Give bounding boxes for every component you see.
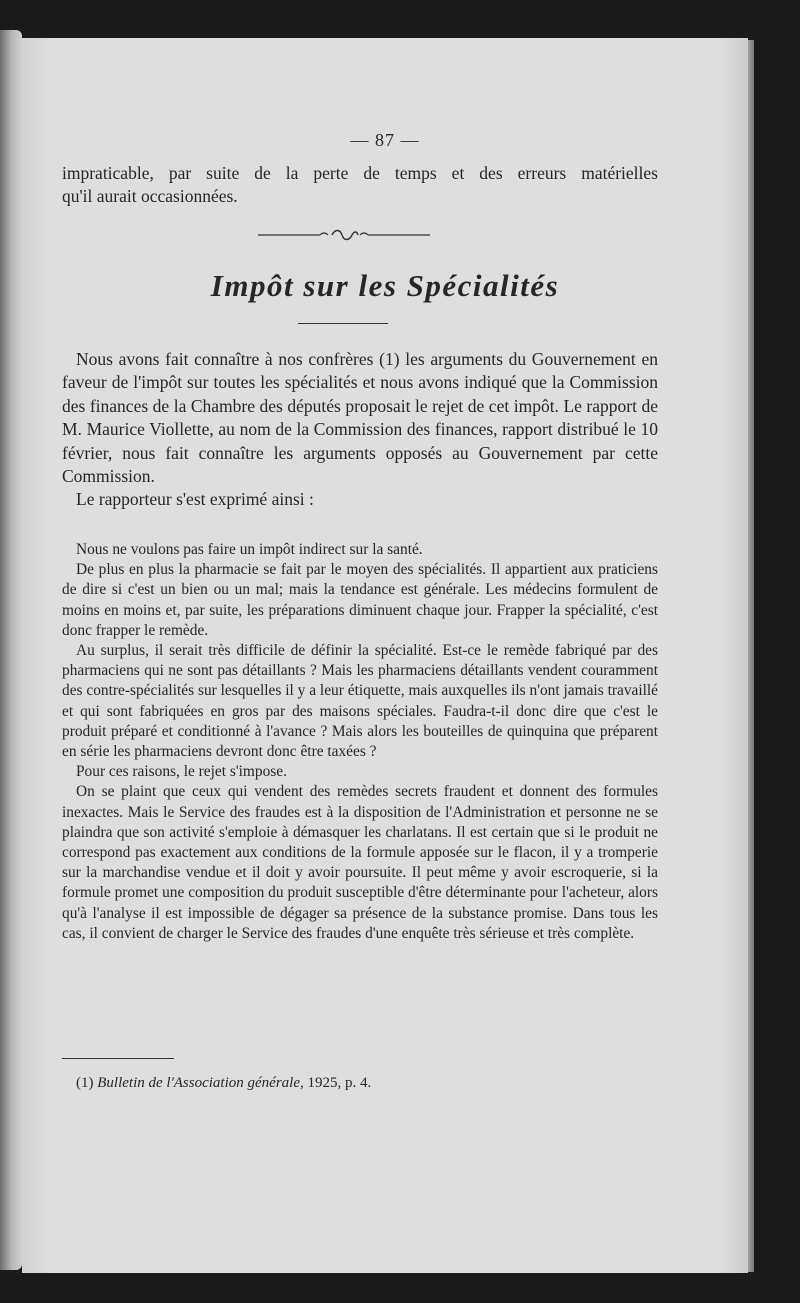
quote-paragraph-2: De plus en plus la pharmacie se fait par le moyen des spécialités. Il appartient aux praticiens de dire si c'est un bien ou un mal; mais la tendance est générale. Les médecins formulent de moins en moins et, par suite, les préparations diminuent chaque jour. Frapper la spécialité, c'est donc frapper le remède. xyxy=(62,561,658,639)
quote-paragraph-1: Nous ne voulons pas faire un impôt indirect sur la santé. xyxy=(76,541,423,558)
quote-paragraph-5: On se plaint que ceux qui vendent des remèdes secrets fraudent et donnent des formules inexactes. Mais le Service des fraudes est à la disposition de l'Administration et personne ne se plaindra que son activité s'emploie à démasquer les charlatans. Il est certain que si le produit ne correspond pas exactement aux conditions de la formule apposée sur le flacon, il y a tromperie sur la marchandise vendue et il doit y avoir poursuite. Il peut même y avoir escroquerie, si la formule promet une composition du produit susceptible d'être déterminante pour l'acheteur, alors qu'à l'analyse il est impossible de dégager sa présence de la substance promise. Dans tous les cas, il convient de charger le Service des fraudes d'une enquête très sérieuse et très complète. xyxy=(62,783,658,942)
heading-underline xyxy=(298,323,388,324)
facing-page-edge xyxy=(0,30,22,1270)
footnote-title: Bulletin de l'Association générale, xyxy=(97,1075,304,1091)
section-heading: Impôt sur les Spécialités xyxy=(210,268,560,303)
footnote-separator xyxy=(62,1058,174,1059)
footnote-details: 1925, p. 4. xyxy=(303,1075,372,1091)
paragraph-2: Le rapporteur s'est exprimé ainsi : xyxy=(76,489,314,510)
footnote-marker: (1) xyxy=(76,1075,94,1091)
intro-line-2: qu'il aurait occasionnées. xyxy=(62,186,238,207)
book-page xyxy=(22,38,748,1273)
page-number: — 87 — xyxy=(350,130,420,150)
intro-text xyxy=(62,162,658,209)
ornament-divider xyxy=(258,228,430,242)
main-text xyxy=(62,348,658,512)
quote-paragraph-3: Au surplus, il serait très difficile de définir la spécialité. Est-ce le remède fabriqué par des pharmaciens qui ne sont pas détaillants ? Mais les pharmaciens détaillants vendent couramment des contre-spécialités sur lesquelles il y a leur étiquette, mais auxquelles ils n'ont jamais travaillé et qui sont fabriquées en gros par des maisons spéciales. Faudra-t-il donc dire que c'est le produit préparé et conditionné à l'avance ? Mais alors les bouteilles de quinquina que préparent en série les pharmaciens devront donc être taxées ? xyxy=(62,642,658,761)
paragraph-1: Nous avons fait connaître à nos confrères (1) les arguments du Gouvernement en faveur de l'impôt sur toutes les spécialités et nous avons indiqué que la Commission des finances de la Chambre des députés proposait le rejet de cet impôt. Le rapport de M. Maurice Viollette, au nom de la Commission des finances, rapport distribué le 10 février, nous fait connaître les arguments opposés au Gouvernement par cette Commission. xyxy=(62,349,658,487)
footnote xyxy=(76,1075,371,1092)
intro-line-1: impraticable, par suite de la perte de temps et des erreurs matérielles xyxy=(62,163,658,183)
report-quote xyxy=(62,540,658,944)
quote-paragraph-4: Pour ces raisons, le rejet s'impose. xyxy=(76,763,287,781)
